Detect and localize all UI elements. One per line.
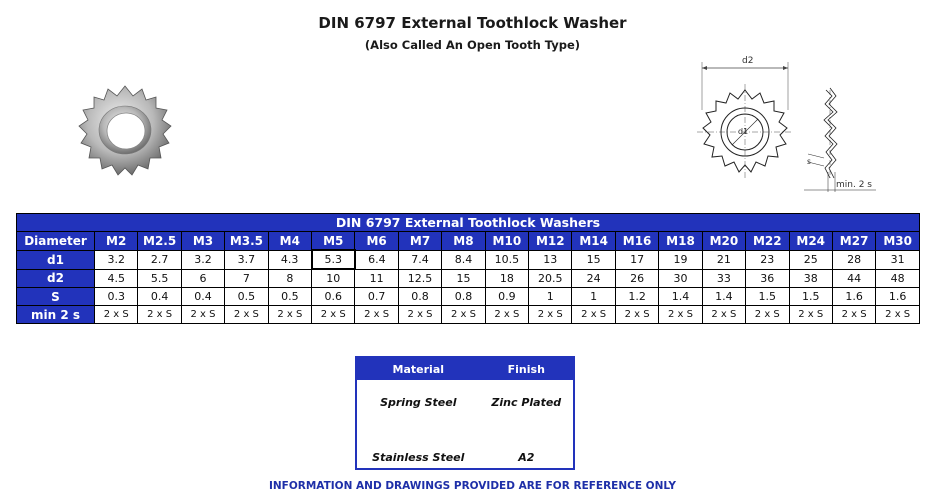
size-header: M22	[746, 232, 789, 251]
d1-cell: 31	[876, 250, 920, 269]
d1-cell: 15	[572, 250, 615, 269]
d2-cell: 5.5	[138, 269, 181, 288]
row-label-d2: d2	[17, 269, 95, 288]
s-cell: 0.8	[442, 288, 485, 306]
min2s-cell: 2 x S	[789, 306, 832, 324]
d1-cell: 4.3	[268, 250, 311, 269]
min2s-cell: 2 x S	[95, 306, 138, 324]
d1-label: d1	[738, 127, 749, 136]
page-subtitle: (Also Called An Open Tooth Type)	[364, 38, 581, 52]
min2s-cell: 2 x S	[572, 306, 615, 324]
min2s-cell: 2 x S	[746, 306, 789, 324]
d2-cell: 30	[659, 269, 702, 288]
min2s-cell: 2 x S	[138, 306, 181, 324]
d2-cell: 36	[746, 269, 789, 288]
s-label: s	[807, 157, 811, 166]
size-header: M8	[442, 232, 485, 251]
d2-cell: 38	[789, 269, 832, 288]
size-header: M2	[95, 232, 138, 251]
min2s-label: min. 2 s	[836, 180, 872, 190]
finish-cell: A2	[518, 451, 535, 464]
table-row-d1	[17, 250, 920, 269]
table-row-d2	[17, 269, 920, 288]
row-label-min2s: min 2 s	[17, 306, 95, 324]
s-cell: 0.9	[485, 288, 528, 306]
s-cell: 1.4	[659, 288, 702, 306]
min2s-cell: 2 x S	[485, 306, 528, 324]
table-row	[356, 427, 574, 469]
min2s-cell: 2 x S	[181, 306, 224, 324]
s-cell: 0.5	[225, 288, 268, 306]
material-cell: Spring Steel	[380, 395, 457, 409]
row-label-diameter: Diameter	[17, 232, 95, 251]
d2-cell: 6	[181, 269, 224, 288]
min2s-cell: 2 x S	[832, 306, 875, 324]
s-cell: 1.2	[615, 288, 658, 306]
d2-cell: 11	[355, 269, 398, 288]
s-cell: 1	[572, 288, 615, 306]
s-cell: 0.8	[398, 288, 441, 306]
d1-cell: 10.5	[485, 250, 528, 269]
d2-cell: 4.5	[95, 269, 138, 288]
min2s-cell: 2 x S	[398, 306, 441, 324]
d1-cell: 23	[746, 250, 789, 269]
d1-cell: 7.4	[398, 250, 441, 269]
d1-cell: 28	[832, 250, 875, 269]
min2s-cell: 2 x S	[615, 306, 658, 324]
page-title: DIN 6797 External Toothlock Washer	[318, 14, 627, 32]
min2s-cell: 2 x S	[268, 306, 311, 324]
d2-label: d2	[742, 56, 754, 66]
size-header: M18	[659, 232, 702, 251]
disclaimer-footer: INFORMATION AND DRAWINGS PROVIDED ARE FOR REFERENCE ONLY	[268, 480, 677, 492]
washer-technical-drawing	[690, 50, 880, 200]
spec-table	[16, 213, 920, 324]
d1-cell: 6.4	[355, 250, 398, 269]
table-row-min2s	[17, 306, 920, 324]
s-cell: 1.6	[876, 288, 920, 306]
s-cell: 0.4	[181, 288, 224, 306]
finish-cell: Zinc Plated	[491, 395, 562, 409]
washer-photo	[70, 85, 180, 180]
s-cell: 1.4	[702, 288, 745, 306]
min2s-cell: 2 x S	[225, 306, 268, 324]
s-cell: 0.5	[268, 288, 311, 306]
d1-cell: 3.2	[181, 250, 224, 269]
d1-cell: 25	[789, 250, 832, 269]
materials-table	[355, 356, 575, 470]
d1-cell: 21	[702, 250, 745, 269]
size-header: M3	[181, 232, 224, 251]
min2s-cell: 2 x S	[659, 306, 702, 324]
d1-cell: 3.7	[225, 250, 268, 269]
s-cell: 1.5	[746, 288, 789, 306]
s-cell: 0.6	[312, 288, 355, 306]
table-row-s	[17, 288, 920, 306]
size-header: M2.5	[138, 232, 181, 251]
min2s-cell: 2 x S	[312, 306, 355, 324]
size-header: M16	[615, 232, 658, 251]
min2s-cell: 2 x S	[876, 306, 920, 324]
row-label-d1: d1	[17, 250, 95, 269]
size-header: M24	[789, 232, 832, 251]
min2s-cell: 2 x S	[442, 306, 485, 324]
material-header: Material	[356, 357, 480, 380]
s-cell: 1.5	[789, 288, 832, 306]
d1-cell: 5.3	[312, 250, 355, 269]
min2s-cell: 2 x S	[529, 306, 572, 324]
min2s-cell: 2 x S	[702, 306, 745, 324]
s-cell: 0.7	[355, 288, 398, 306]
d1-cell: 3.2	[95, 250, 138, 269]
size-header: M3.5	[225, 232, 268, 251]
spec-table-caption: DIN 6797 External Toothlock Washers	[17, 214, 920, 232]
d1-cell: 8.4	[442, 250, 485, 269]
table-row	[356, 380, 574, 427]
min2s-cell: 2 x S	[355, 306, 398, 324]
s-cell: 0.3	[95, 288, 138, 306]
d2-cell: 8	[268, 269, 311, 288]
size-header: M10	[485, 232, 528, 251]
d2-cell: 12.5	[398, 269, 441, 288]
d2-cell: 24	[572, 269, 615, 288]
row-label-s: S	[17, 288, 95, 306]
size-header: M4	[268, 232, 311, 251]
s-cell: 1	[529, 288, 572, 306]
size-header: M27	[832, 232, 875, 251]
d1-cell: 19	[659, 250, 702, 269]
d2-cell: 26	[615, 269, 658, 288]
size-header: M14	[572, 232, 615, 251]
d2-cell: 7	[225, 269, 268, 288]
d2-cell: 44	[832, 269, 875, 288]
size-header: M30	[876, 232, 920, 251]
d1-cell: 13	[529, 250, 572, 269]
size-header: M20	[702, 232, 745, 251]
d2-cell: 33	[702, 269, 745, 288]
d1-cell: 2.7	[138, 250, 181, 269]
d1-cell: 17	[615, 250, 658, 269]
material-cell: Stainless Steel	[372, 451, 465, 464]
size-header: M5	[312, 232, 355, 251]
size-header: M6	[355, 232, 398, 251]
d2-cell: 20.5	[529, 269, 572, 288]
d2-cell: 15	[442, 269, 485, 288]
finish-header: Finish	[480, 357, 574, 380]
table-row-diameter	[17, 232, 920, 251]
size-header: M7	[398, 232, 441, 251]
d2-cell: 10	[312, 269, 355, 288]
size-header: M12	[529, 232, 572, 251]
d2-cell: 18	[485, 269, 528, 288]
d2-cell: 48	[876, 269, 920, 288]
s-cell: 0.4	[138, 288, 181, 306]
s-cell: 1.6	[832, 288, 875, 306]
